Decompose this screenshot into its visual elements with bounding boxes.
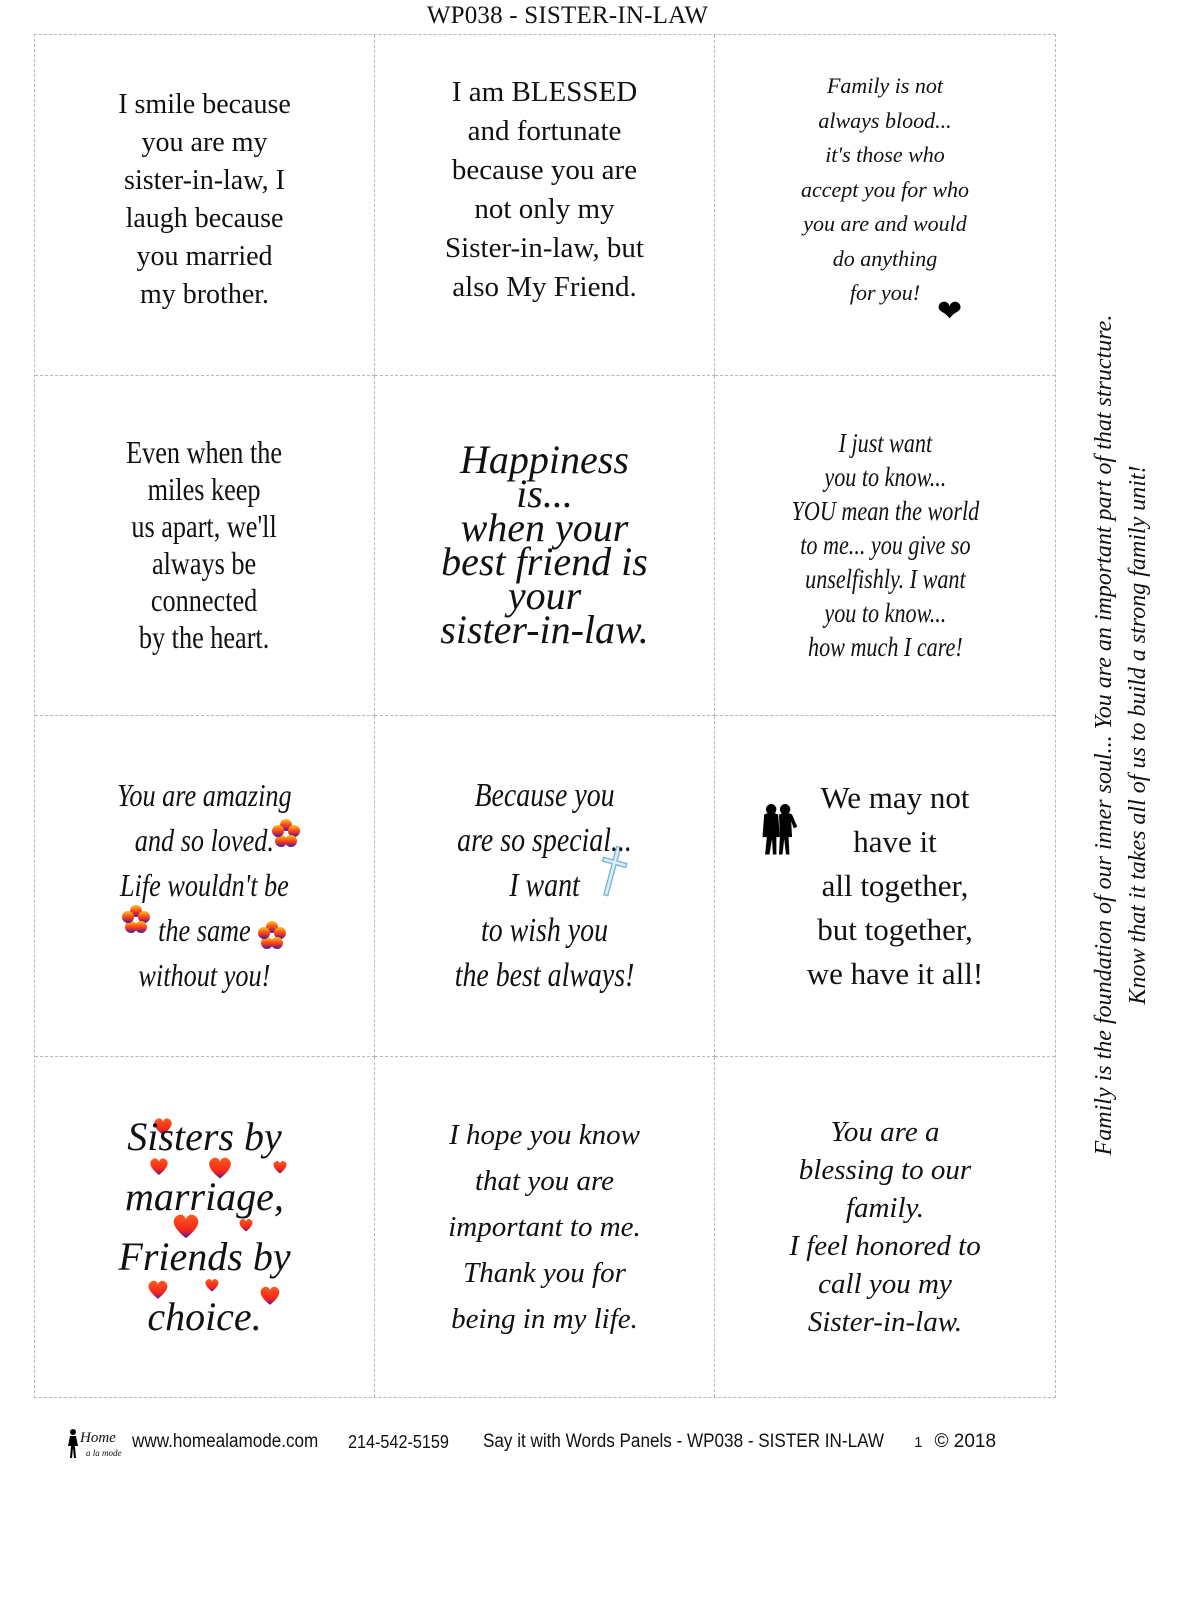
panel-3-text: Family is not always blood... it's those who accept you for who you are and would do anything for you! [800, 73, 970, 305]
panel-7 [35, 716, 375, 1057]
panel-1-text: I smile because you are my sister-in-law, I laugh because you married my brother. [118, 88, 291, 310]
panel-11 [375, 1057, 715, 1398]
panel-5 [375, 376, 715, 717]
page-number: 1 [914, 1433, 923, 1451]
panel-12-text: You are a blessing to our family. I feel honored to call you my Sister-in-law. [789, 1115, 981, 1338]
side-quote-line-1: Family is the foundation of our inner soul... You are an important part of that structure. [1091, 314, 1117, 1156]
panel-5-text: Happiness is... when your best friend is your sister-in-law. [440, 437, 649, 653]
phone-number: 214-542-5159 [348, 1431, 450, 1452]
panel-4-text: Even when the miles keep us apart, we'll always be connected by the heart. [126, 434, 283, 656]
logo-subtext: a la mode [86, 1448, 122, 1458]
brand-logo [66, 1426, 122, 1458]
panel-4 [35, 376, 375, 717]
woman-silhouette-icon [66, 1428, 80, 1458]
panel-12 [715, 1057, 1055, 1398]
page-title: WP038 - SISTER-IN-LAW [426, 2, 709, 29]
side-quote-line-2: Know that it takes all of us to build a strong family unit! [1125, 465, 1151, 1005]
panel-2-text: I am BLESSED and fortunate because you are not only my Sister-in-law, but also My Friend. [445, 75, 644, 303]
logo-text: Home [80, 1430, 116, 1446]
panel-2 [375, 35, 715, 376]
panel-11-text: I hope you know that you are important to me. Thank you for being in my life. [448, 1118, 641, 1335]
website-link[interactable]: www.homealamode.com [131, 1431, 318, 1452]
panel-3 [715, 35, 1055, 376]
panel-7-text: You are amazing and so loved. Life wouldn't be the same without you! [117, 777, 292, 994]
footer [66, 1422, 996, 1462]
side-quote [1087, 235, 1157, 1235]
sisters-silhouette-icon [759, 800, 799, 862]
panel-6-text: I just want you to know... YOU mean the world to me... you give so unselfishly. I want you to know... how much I care! [791, 428, 979, 663]
panel-9 [715, 716, 1055, 1057]
copyright: © 2018 [934, 1431, 997, 1452]
panel-grid [34, 34, 1056, 1398]
heart-icon: ❤ [937, 295, 963, 328]
panel-1 [35, 35, 375, 376]
panel-10 [35, 1057, 375, 1398]
product-label: Say it with Words Panels - WP038 - SISTER IN-LAW [482, 1431, 884, 1452]
panel-8-text: Because you are so special... I want to wish you the best always! [454, 777, 635, 995]
panel-8 [375, 716, 715, 1057]
panel-10-text: Sisters by marriage, Friends by choice. [118, 1113, 291, 1339]
panel-9-text: We may not have it all together, but together, we have it all! [806, 779, 984, 991]
panel-6 [715, 376, 1055, 717]
